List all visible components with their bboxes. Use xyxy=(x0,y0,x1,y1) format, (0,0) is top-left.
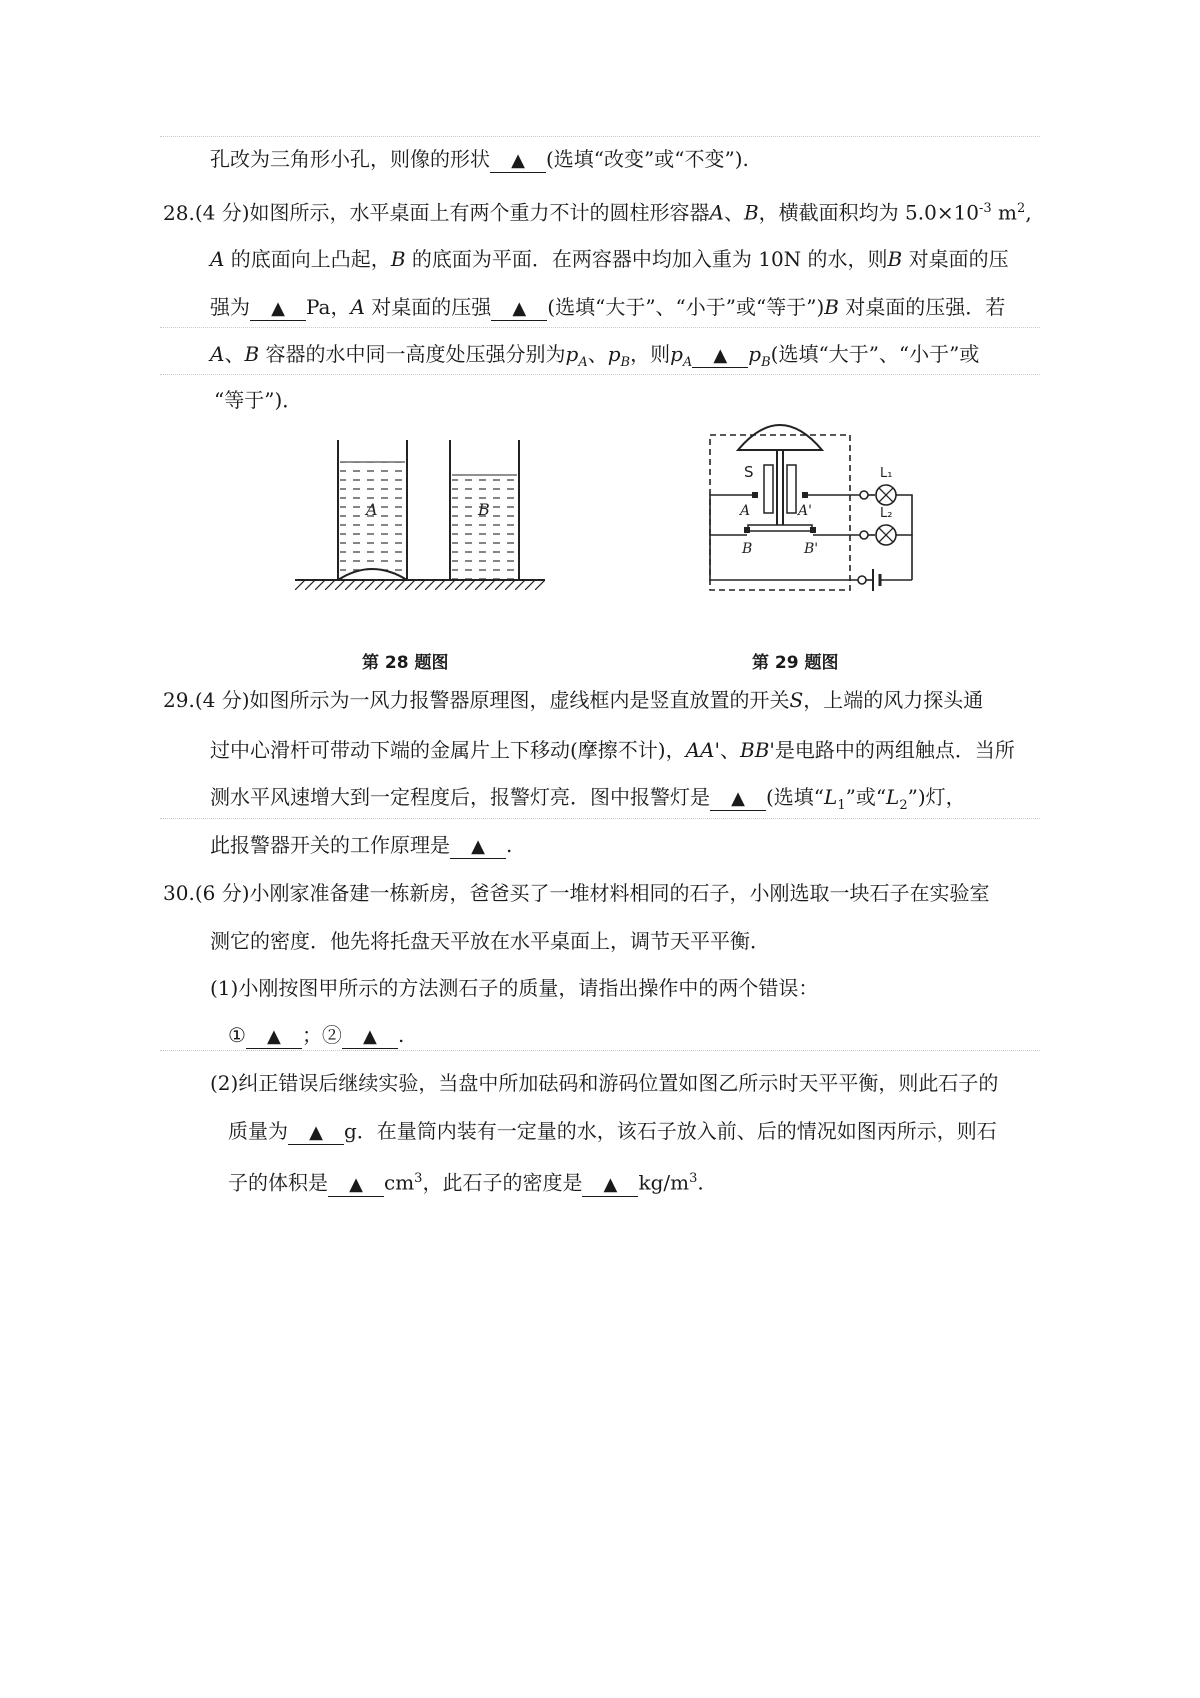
triangle-marker: ▲ xyxy=(713,345,728,366)
contact-b-prime-label: B' xyxy=(804,541,819,557)
subscript: A xyxy=(578,355,588,370)
question-number: 29. xyxy=(163,688,195,712)
q28-line4 xyxy=(210,339,979,378)
text: (4 分)如图所示为一风力报警器原理图，虚线框内是竖直放置的开关 xyxy=(194,688,790,712)
dotted-separator xyxy=(160,1050,1040,1051)
text: ”或“ xyxy=(845,785,887,809)
text: (选填“大于”、“小于”或“等于”) xyxy=(547,295,825,319)
q30-sub2-line2 xyxy=(228,1116,997,1146)
q30-line1 xyxy=(163,878,990,908)
triangle-marker: ▲ xyxy=(267,1026,281,1047)
text: (选填“大于”、“小于”或 xyxy=(770,342,980,366)
figure-28-caption: 第 28 题图 xyxy=(362,653,449,673)
text: 此报警器开关的工作原理是 xyxy=(210,833,450,857)
q30-sub1-answers xyxy=(228,1020,404,1050)
text: 、 xyxy=(723,200,744,225)
text: 子的体积是 xyxy=(228,1170,328,1195)
triangle-marker: ▲ xyxy=(731,788,745,809)
text: AA' xyxy=(685,738,720,762)
text: . xyxy=(697,1170,704,1195)
text: 过中心滑杆可带动下端的金属片上下移动(摩擦不计)， xyxy=(210,738,686,762)
q28-line2 xyxy=(210,244,1009,274)
subscript: A xyxy=(682,355,693,370)
text: Pa， xyxy=(306,295,351,319)
text: ① xyxy=(228,1023,246,1047)
q30-sub2-line3 xyxy=(228,1164,704,1198)
q28-line1 xyxy=(163,194,1032,228)
text: 测水平风速增大到一定程度后，报警灯亮．图中报警灯是 xyxy=(210,785,710,809)
triangle-marker: ▲ xyxy=(363,1026,377,1047)
container-b-label: B xyxy=(478,500,490,519)
answer-blank[interactable] xyxy=(692,343,748,368)
text: 的底面为平面．在两容器中均加入重为 10N 的水，则 xyxy=(405,247,888,271)
q29-line1 xyxy=(163,685,983,715)
contact-b-label: B xyxy=(742,541,753,557)
text: 对桌面的压强 xyxy=(364,295,492,319)
text: S xyxy=(789,688,804,712)
answer-blank[interactable] xyxy=(250,296,306,321)
question-number: 28. xyxy=(163,200,195,225)
lamp-l1-label: L₁ xyxy=(880,466,893,481)
text: , xyxy=(1025,200,1032,225)
exponent: 2 xyxy=(1017,201,1026,216)
text: 、 xyxy=(587,342,608,366)
text: 容器的水中同一高度处压强分别为 xyxy=(259,342,566,366)
q28-line5 xyxy=(214,385,302,415)
answer-blank[interactable] xyxy=(288,1120,344,1145)
answer-blank[interactable] xyxy=(490,148,546,173)
text: B xyxy=(244,342,260,366)
contact-a-label: A xyxy=(740,503,751,519)
text: L xyxy=(824,785,838,809)
text: p xyxy=(565,342,579,366)
q29-line3 xyxy=(210,782,966,821)
answer-blank[interactable] xyxy=(342,1024,398,1049)
exponent: 3 xyxy=(689,1171,698,1186)
answer-blank[interactable] xyxy=(491,296,547,321)
text: cm xyxy=(384,1170,415,1195)
text: ，则 xyxy=(630,342,671,366)
text: (4 分)如图所示，水平桌面上有两个重力不计的圆柱形容器 xyxy=(194,200,710,225)
exponent: -3 xyxy=(979,201,992,216)
text: A xyxy=(210,342,225,366)
dotted-separator xyxy=(160,136,1040,137)
answer-blank[interactable] xyxy=(450,834,506,859)
subscript: B xyxy=(761,355,771,370)
text: (选填“ xyxy=(766,785,825,809)
answer-blank[interactable] xyxy=(246,1024,302,1049)
figure-28-containers xyxy=(295,440,555,600)
text: (2)纠正错误后继续实验，当盘中所加砝码和游码位置如图乙所示时天平平衡，则此石子的 xyxy=(210,1071,999,1095)
q27-continuation xyxy=(210,144,749,174)
text: L xyxy=(886,785,900,809)
subscript: B xyxy=(620,355,631,370)
text: p xyxy=(748,342,762,366)
text: A xyxy=(350,295,365,319)
q30-sub1 xyxy=(210,973,818,1003)
figure-29-caption: 第 29 题图 xyxy=(752,653,839,673)
text: ”)灯， xyxy=(907,785,966,809)
triangle-marker: ▲ xyxy=(512,298,527,319)
text: 、 xyxy=(224,342,245,366)
text: 对桌面的压强．若 xyxy=(838,295,1006,319)
text: (选填“改变”或“不变”). xyxy=(546,147,749,171)
text: p xyxy=(670,342,683,366)
text: 是电路中的两组触点．当所 xyxy=(774,738,1015,762)
text: p xyxy=(607,342,621,366)
text: 的底面向上凸起， xyxy=(224,247,391,271)
figure-29-circuit xyxy=(700,405,915,600)
text: g．在量筒内装有一定量的水，该石子放入前、后的情况如图丙所示，则石 xyxy=(344,1119,997,1143)
answer-blank[interactable] xyxy=(328,1172,384,1197)
contact-a-prime-label: A' xyxy=(798,503,812,519)
text: . xyxy=(397,1023,405,1047)
triangle-marker: ▲ xyxy=(271,298,285,319)
text: ，上端的风力探头通 xyxy=(803,688,984,712)
q30-sub2-line1 xyxy=(210,1068,998,1098)
text: (1)小刚按图甲所示的方法测石子的质量，请指出操作中的两个错误： xyxy=(210,976,819,1000)
triangle-marker: ▲ xyxy=(603,1173,618,1195)
text: 、 xyxy=(720,738,740,762)
text: ，此石子的密度是 xyxy=(422,1170,583,1195)
q29-line2 xyxy=(210,735,1015,765)
text: 测它的密度．他先将托盘天平放在水平桌面上，调节天平平衡． xyxy=(210,929,770,953)
text: 质量为 xyxy=(228,1119,288,1143)
text: A xyxy=(210,247,225,271)
q28-line3 xyxy=(210,292,1005,322)
exponent: 3 xyxy=(414,1171,423,1186)
text: B xyxy=(390,247,406,271)
text: kg/m xyxy=(638,1170,690,1195)
text: ，横截面积均为 5.0×10 xyxy=(758,200,980,225)
answer-blank[interactable] xyxy=(710,786,766,811)
subscript: 2 xyxy=(899,798,908,813)
triangle-marker: ▲ xyxy=(309,1122,323,1143)
triangle-marker: ▲ xyxy=(511,150,525,171)
text: “等于”)． xyxy=(214,388,303,412)
text: (6 分)小刚家准备建一栋新房，爸爸买了一堆材料相同的石子，小刚选取一块石子在实验室 xyxy=(194,881,990,905)
answer-blank[interactable] xyxy=(582,1172,638,1197)
text: ；② xyxy=(301,1023,342,1047)
question-number: 30. xyxy=(163,881,195,905)
text: . xyxy=(506,833,513,857)
text: B xyxy=(743,200,759,225)
dotted-separator xyxy=(160,327,1040,328)
text: B xyxy=(887,247,903,271)
text: B xyxy=(824,295,839,319)
text: A xyxy=(709,200,724,225)
container-a-label: A xyxy=(366,500,378,519)
text: 孔改为三角形小孔，则像的形状 xyxy=(210,147,490,171)
triangle-marker: ▲ xyxy=(349,1173,363,1195)
switch-s-label: S xyxy=(744,463,754,481)
triangle-marker: ▲ xyxy=(471,836,485,857)
text: 强为 xyxy=(210,295,250,319)
text: m xyxy=(991,200,1018,225)
subscript: 1 xyxy=(837,798,846,813)
text: 对桌面的压 xyxy=(902,247,1009,271)
q30-line2 xyxy=(210,926,770,956)
lamp-l2-label: L₂ xyxy=(880,506,893,521)
q29-line4 xyxy=(210,830,512,860)
text: BB' xyxy=(740,738,775,762)
